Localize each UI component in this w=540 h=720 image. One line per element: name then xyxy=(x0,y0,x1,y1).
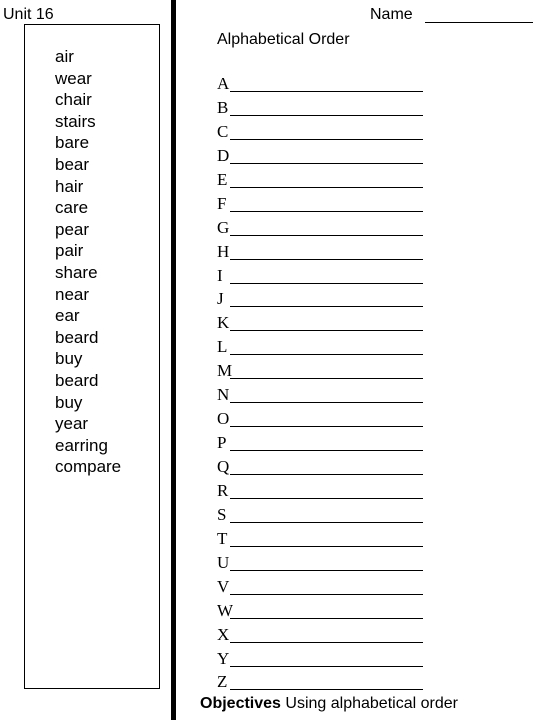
letter-row-h xyxy=(217,241,432,265)
letter-row-p xyxy=(217,432,432,456)
answer-blank-line[interactable] xyxy=(230,187,423,188)
name-blank-line[interactable] xyxy=(425,22,533,23)
spelling-word-list xyxy=(55,46,121,478)
answer-blank-line[interactable] xyxy=(230,91,423,92)
letter-row-i xyxy=(217,265,432,289)
letter-label: T xyxy=(217,528,228,548)
answer-blank-line[interactable] xyxy=(230,163,423,164)
answer-blank-line[interactable] xyxy=(230,546,423,547)
objectives-label: Objectives xyxy=(200,695,281,712)
answer-blank-line[interactable] xyxy=(230,450,423,451)
letter-label: R xyxy=(217,480,229,500)
letter-row-l xyxy=(217,336,432,360)
answer-blank-line[interactable] xyxy=(230,666,423,667)
answer-blank-line[interactable] xyxy=(230,211,423,212)
letter-row-g xyxy=(217,217,432,241)
spelling-word: bare xyxy=(55,133,90,153)
spelling-word-box xyxy=(24,24,160,689)
letter-label: Q xyxy=(217,457,230,476)
answer-blank-line[interactable] xyxy=(230,378,423,379)
answer-blank-line[interactable] xyxy=(230,235,423,236)
spelling-word: year xyxy=(55,414,89,434)
letter-label: K xyxy=(217,313,230,333)
letter-row-q xyxy=(217,456,432,480)
letter-label: J xyxy=(217,289,224,309)
spelling-word: stairs xyxy=(55,111,96,131)
letter-label: C xyxy=(217,121,229,141)
answer-blank-line[interactable] xyxy=(230,522,423,523)
letter-label: S xyxy=(217,504,227,524)
spelling-word: hair xyxy=(55,176,84,196)
letter-row-d xyxy=(217,145,432,169)
letter-label: U xyxy=(217,552,230,572)
letter-label: L xyxy=(217,337,228,357)
letter-label: V xyxy=(217,576,230,596)
letter-label: D xyxy=(217,145,230,165)
answer-blank-line[interactable] xyxy=(230,689,423,690)
letter-row-o xyxy=(217,408,432,432)
letter-row-j xyxy=(217,288,432,312)
spelling-word: earring xyxy=(55,435,108,455)
letter-row-t xyxy=(217,528,432,552)
letter-label: M xyxy=(217,361,233,381)
spelling-word: beard xyxy=(55,327,99,347)
answer-blank-line[interactable] xyxy=(230,618,423,619)
letter-row-c xyxy=(217,121,432,145)
letter-row-e xyxy=(217,169,432,193)
spelling-word: chair xyxy=(55,90,92,110)
letter-row-w xyxy=(217,600,432,624)
spelling-word: beard xyxy=(55,370,99,390)
vertical-divider xyxy=(171,0,176,720)
spelling-word: care xyxy=(55,198,89,218)
letter-label: B xyxy=(217,97,229,117)
answer-blank-line[interactable] xyxy=(230,570,423,571)
answer-blank-line[interactable] xyxy=(230,139,423,140)
objectives-footer xyxy=(200,694,458,714)
letter-label: Z xyxy=(217,672,228,692)
letter-row-u xyxy=(217,552,432,576)
letter-row-s xyxy=(217,504,432,528)
spelling-word: bear xyxy=(55,154,90,174)
letter-row-a xyxy=(217,73,432,97)
unit-label: Unit 16 xyxy=(3,6,54,23)
letter-label: A xyxy=(217,74,230,93)
letter-row-f xyxy=(217,193,432,217)
spelling-word: near xyxy=(55,284,90,304)
letter-label: W xyxy=(217,600,234,620)
letter-label: F xyxy=(217,193,227,213)
letter-label: N xyxy=(217,385,230,405)
spelling-word: buy xyxy=(55,349,83,369)
letter-row-k xyxy=(217,312,432,336)
letter-label: X xyxy=(217,624,230,644)
letter-label: I xyxy=(217,265,223,285)
letter-row-n xyxy=(217,384,432,408)
letter-label: O xyxy=(217,409,230,429)
spelling-word: air xyxy=(55,47,74,66)
answer-blank-line[interactable] xyxy=(230,354,423,355)
letter-row-m xyxy=(217,360,432,384)
section-title: Alphabetical Order xyxy=(217,31,350,48)
letter-row-y xyxy=(217,648,432,672)
answer-blank-line[interactable] xyxy=(230,426,423,427)
letter-row-v xyxy=(217,576,432,600)
letter-label: H xyxy=(217,241,230,261)
answer-blank-line[interactable] xyxy=(230,402,423,403)
letter-label: G xyxy=(217,217,230,237)
letter-label: P xyxy=(217,433,227,453)
answer-blank-line[interactable] xyxy=(230,283,423,284)
letter-row-x xyxy=(217,624,432,648)
alphabet-answer-list xyxy=(217,73,432,695)
answer-blank-line[interactable] xyxy=(230,330,423,331)
spelling-word: ear xyxy=(55,306,80,326)
answer-blank-line[interactable] xyxy=(230,594,423,595)
letter-row-r xyxy=(217,480,432,504)
spelling-word: pair xyxy=(55,241,84,261)
spelling-word: compare xyxy=(55,457,122,477)
letter-label: E xyxy=(217,169,228,189)
answer-blank-line[interactable] xyxy=(230,115,423,116)
answer-blank-line[interactable] xyxy=(230,306,423,307)
answer-blank-line[interactable] xyxy=(230,474,423,475)
answer-blank-line[interactable] xyxy=(230,259,423,260)
letter-label: Y xyxy=(217,648,230,668)
spelling-word: pear xyxy=(55,219,90,239)
name-label: Name xyxy=(370,6,413,23)
spelling-word: wear xyxy=(55,68,92,88)
answer-blank-line[interactable] xyxy=(230,642,423,643)
letter-row-z xyxy=(217,671,432,695)
answer-blank-line[interactable] xyxy=(230,498,423,499)
spelling-word: share xyxy=(55,262,98,282)
objectives-text: Using alphabetical order xyxy=(285,695,458,712)
spelling-word: buy xyxy=(55,392,83,412)
letter-row-b xyxy=(217,97,432,121)
